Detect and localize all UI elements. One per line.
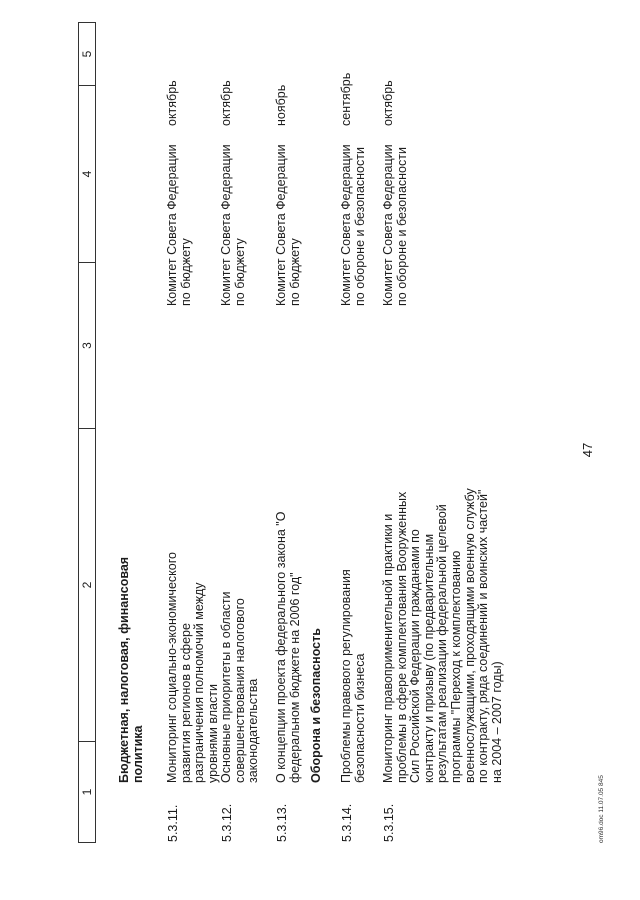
column-header-1: 1 — [79, 741, 95, 842]
row-title: Основные приоритеты в области совершенствования налогового законодательства — [219, 591, 261, 783]
row-responsible: Комитет Совета Федерации по бюджету — [219, 144, 247, 306]
column-header-5: 5 — [80, 50, 94, 58]
row-month: ноябрь — [274, 84, 288, 126]
row-number: 5.3.14. — [340, 803, 354, 842]
column-header-2: 2 — [79, 428, 95, 741]
row-title: Проблемы правового регулирования безопасности бизнеса — [339, 569, 367, 783]
row-responsible: Комитет Совета Федерации по обороне и безопасности — [339, 144, 367, 306]
row-number: 5.3.15. — [382, 803, 396, 842]
row-month: октябрь — [219, 80, 233, 126]
row-number: 5.3.11. — [166, 804, 180, 842]
row-month: октябрь — [165, 80, 179, 126]
row-number: 5.3.12. — [220, 803, 234, 842]
row-number: 5.3.13. — [275, 803, 289, 842]
page-number: 47 — [580, 442, 595, 458]
column-header-3: 3 — [79, 262, 95, 428]
row-responsible: Комитет Совета Федерации по обороне и безопасности — [381, 144, 409, 306]
row-title: Мониторинг социально-экономического развития регионов в сфере разграничения полномочий между уровнями власти — [165, 552, 220, 783]
column-header-row — [78, 22, 96, 843]
row-title: О концепции проекта федерального закона "О федеральном бюджете на 2006 год" — [274, 511, 302, 783]
footer-mark: om96.doc 11.07.05 845 — [598, 775, 605, 843]
section-title-budget: Бюджетная, налоговая, финансовая политика — [117, 556, 145, 783]
column-header-4: 4 — [79, 85, 95, 262]
row-title: Мониторинг правоприменительной практики и проблемы в сфере комплектования Вооруженных Сил Российской Федерации гражданами по контракту и призыву (по предварительным результатам реализации федеральной целевой программы "Переход к комплектованию военнослужащими, проходящими военную службу по контракту, ряда соединений и воинских частей" на 2004 – 2007 годы) — [381, 488, 504, 783]
row-responsible: Комитет Совета Федерации по бюджету — [165, 144, 193, 306]
row-responsible: Комитет Совета Федерации по бюджету — [274, 144, 302, 306]
row-month: октябрь — [381, 80, 395, 126]
section-title-defense: Оборона и безопасность — [309, 628, 323, 783]
row-month: сентябрь — [339, 72, 353, 126]
